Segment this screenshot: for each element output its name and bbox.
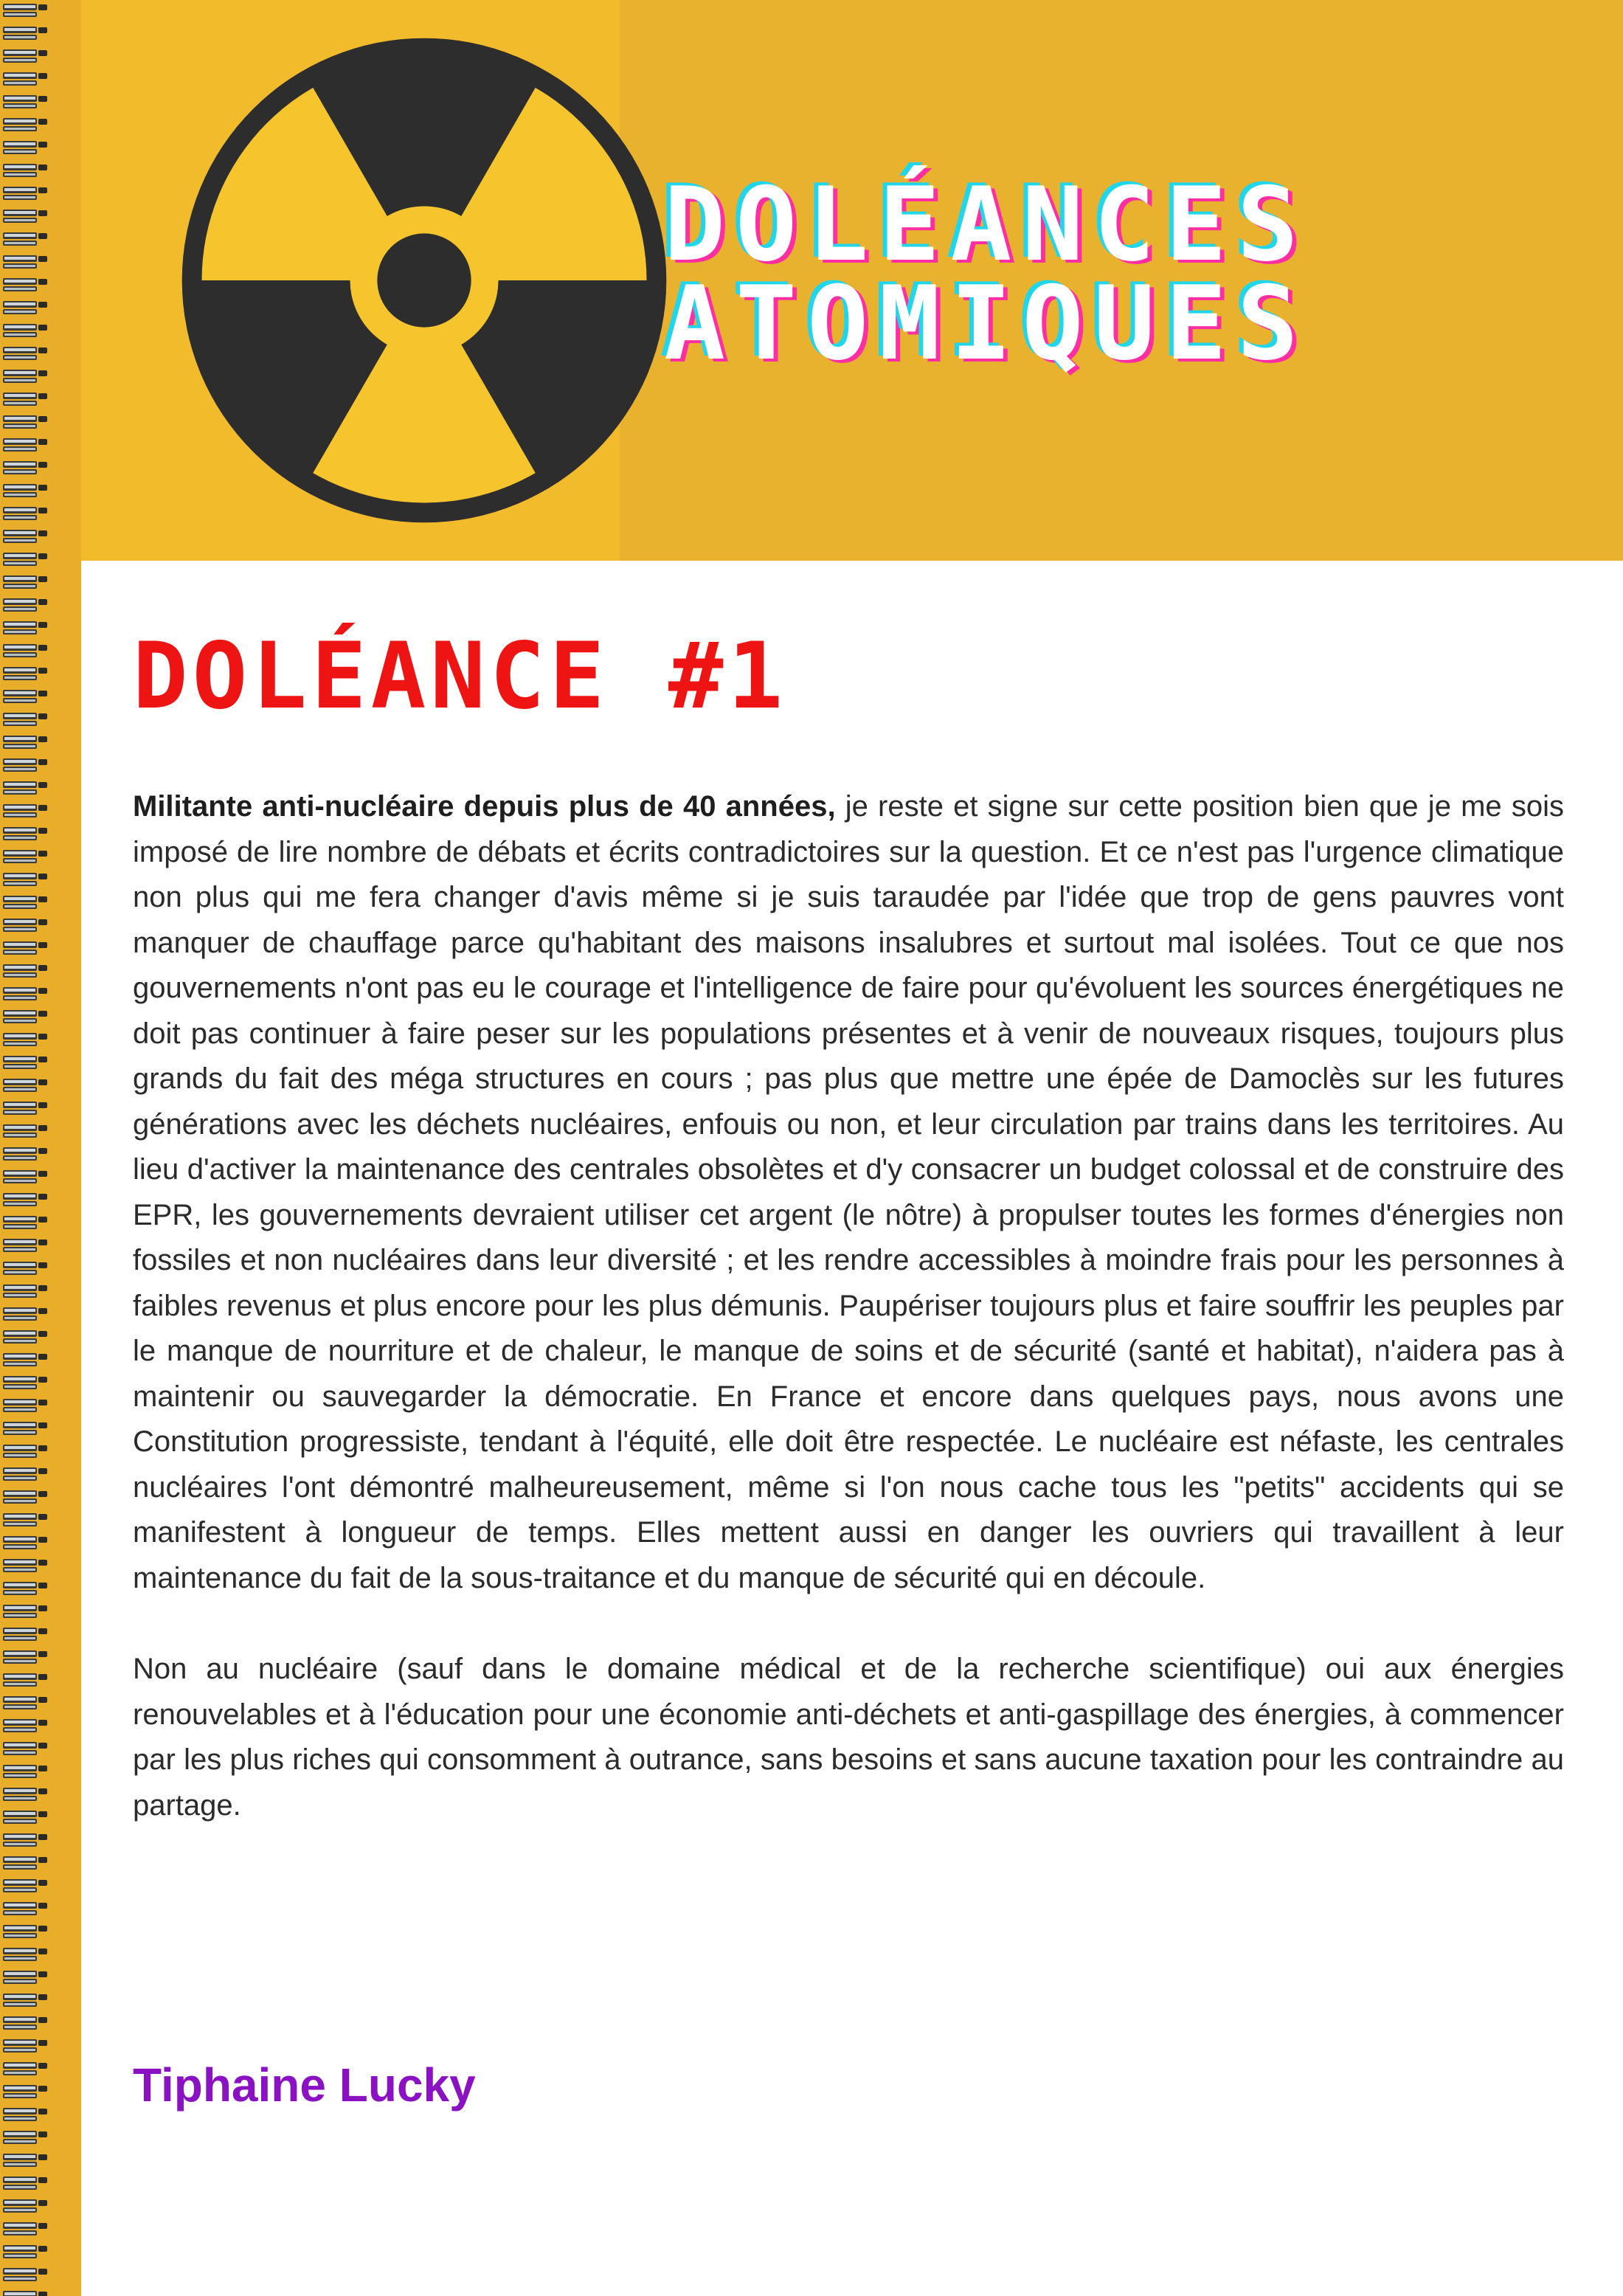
title-line-1: DOLÉANCES xyxy=(664,165,1309,284)
author-signature: Tiphaine Lucky xyxy=(133,2058,476,2112)
radiation-panel xyxy=(81,0,620,561)
lead-text: Militante anti-nucléaire depuis plus de 40 années, xyxy=(133,790,836,823)
spiral-binding xyxy=(0,0,81,2296)
paragraph-2: Non au nucléaire (sauf dans le domaine médical et de la recherche scientifique) oui aux énergies renouvelables et à l'éducation pour une économie anti-déchets et anti-gaspillage des énergies, à commencer par les plus riches qui consomment à outrance, sans besoins et sans aucune taxation pour les contraindre au partage. xyxy=(133,1653,1564,1822)
paragraph-1 xyxy=(133,784,1564,1601)
paragraph-1-text: je reste et signe sur cette position bien que je me sois imposé de lire nombre de débats et écrits contradictoires sur la question. Et ce n'est pas l'urgence climatique non plus qui me fera changer d'avis même si je suis taraudée par l'idée que trop de gens pauvres vont manquer de chauffage parce qu'habitant des maisons insalubres et surtout mal isolées. Tout ce que nos gouvernements n'ont pas eu le courage et l'intelligence de faire pour qu'évoluent les sources énergétiques ne doit pas continuer à faire peser sur les populations présentes et à venir de nouveaux risques, toujours plus grands du fait des méga structures en cours ; pas plus que mettre une épée de Damoclès sur les futures générations avec les déchets nucléaires, enfouis ou non, et leur circulation par trains dans les territoires. Au lieu d'activer la maintenance des centrales obsolètes et d'y consacrer un budget colossal et de construire des EPR, les gouvernements devraient utiliser cet argent (le nôtre) à propulser toutes les formes d'énergies non fossiles et non nucléaires dans leur diversité ; et les rendre accessibles à moindre frais pour les personnes à faibles revenus et plus encore pour les plus démunis. Paupériser toujours plus et faire souffrir les peuples par le manque de nourriture et de chaleur, le manque de soins et de sécurité (santé et habitat), n'aidera pas à maintenir ou sauvegarder la démocratie. En France et encore dans quelques pays, nous avons une Constitution progressiste, tendant à l'équité, elle doit être respectée. Le nucléaire est néfaste, les centrales nucléaires l'ont démontré malheureusement, même si l'on nous cache tous les "petits" accidents qui se manifestent à longueur de temps. Elles mettent aussi en danger les ouvriers qui travaillent à leur maintenance du fait de la sous-traitance et du manque de sécurité qui en découle. xyxy=(133,790,1564,1594)
doleance-heading: DOLÉANCE #1 xyxy=(133,623,788,730)
page-title xyxy=(664,165,1549,383)
radiation-symbol-icon xyxy=(177,33,671,528)
article-body xyxy=(133,784,1564,1828)
title-line-2: ATOMIQUES xyxy=(664,264,1309,383)
